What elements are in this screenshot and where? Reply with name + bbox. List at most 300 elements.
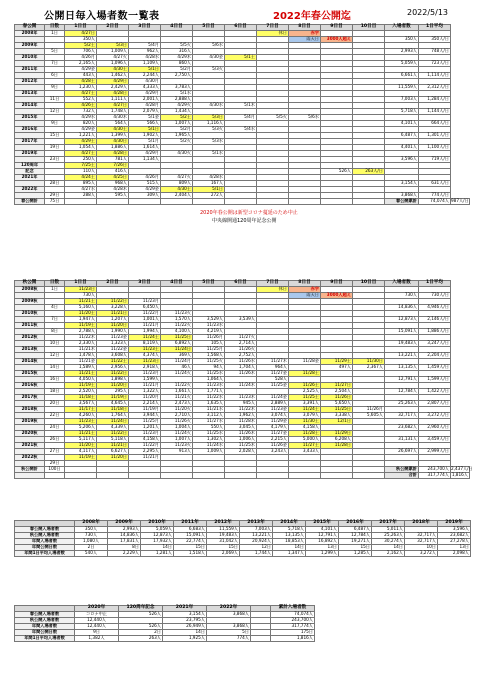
table-cell: 3,539人 [225,317,257,323]
table-cell: 27日 [45,449,65,455]
table-cell: 2,098人 [438,551,471,557]
table-cell: 11/22日 [97,299,129,305]
table-cell: 7,003人 [240,527,273,533]
table-cell: 5,650人 [321,401,353,407]
table-cell: 5/4水 [225,127,257,133]
table-cell: 5/1日 [193,187,225,193]
table-cell: 11/22水 [193,395,225,401]
table-cell: 3,868人 [207,612,251,618]
table-cell: 1,302人 [193,437,225,443]
table-cell: 443人 [65,73,97,79]
column-header: 1日目 [65,281,97,287]
table-row [15,636,315,642]
table-cell: 11/24水 [193,443,225,449]
table-cell: 2,889人 [257,401,289,407]
table-cell: 5/2月 [161,127,193,133]
column-header: 9日目 [321,281,353,287]
table-cell: 2,069人 [207,551,240,557]
table-cell: 5日 [207,630,251,636]
table-cell: 4,260人 [65,413,97,419]
table-cell: 15,091人 [385,329,419,335]
table-cell: 3,868人 [207,624,251,630]
table-cell: 732人 [65,109,97,115]
table-cell: 2,429人 [97,85,129,91]
column-header: 2019年 [438,521,471,527]
table-cell [321,199,353,205]
spring-table [14,24,470,205]
table-cell: 春公開計 [15,199,45,205]
table-cell: 243,700人 [419,467,451,473]
table-cell: 4,158人 [129,437,161,443]
table-cell: 1,771人 [193,389,225,395]
table-cell: 4,333人 [129,85,161,91]
table-cell: 5,160人 [65,305,97,311]
table-cell: 2015年 [15,115,45,121]
table-cell: 2,367人 [353,365,385,371]
table-cell: 11/25水 [193,371,225,377]
table-cell: 1,230人 [65,85,97,91]
table-cell: 317,774人 [271,624,315,630]
table-cell: 1,064人 [193,377,225,383]
table-cell: 11/24金 [257,395,289,401]
table-cell: 2,146人/日 [419,317,451,323]
table-cell: 2,079人 [129,109,161,115]
table-cell: 14日 [163,630,207,636]
table-cell: 2019年 [15,151,45,157]
column-header: 7日目 [257,25,289,31]
table-cell: 1,322人 [129,389,161,395]
table-cell: 15日 [339,545,372,551]
table-cell: 11/25土 [289,395,321,401]
table-cell [129,199,161,205]
table-cell [289,199,321,205]
table-cell: 2,229人 [108,551,141,557]
table-cell: 2,752人 [225,353,257,359]
table-cell: 748人/日 [419,49,451,55]
table-cell: 19日 [45,145,65,151]
table-cell: 14日 [273,545,306,551]
table-cell: 2,437人/日 [451,466,473,472]
table-cell: 1,399人 [97,133,129,139]
table-cell: 秋公開入場者数 [15,533,75,539]
table-cell: 987人/日 [451,198,469,204]
table-cell: 595人 [97,193,129,199]
table-cell: 11/22土 [97,359,129,365]
table-cell: 11/21月 [129,383,161,389]
table-cell: 1,462人 [97,73,129,79]
table-cell: 317,774人 [419,473,451,479]
table-cell: 1,281人 [141,551,174,557]
column-header: 10日目 [353,25,385,31]
table-cell: 28日 [45,181,65,187]
table-cell: 2010年 [15,55,45,61]
table-cell: 7,003人 [385,97,419,103]
table-cell: 20日 [45,401,65,407]
table-cell: 休日 [257,287,289,293]
table-cell: 2020秋 [15,431,45,437]
table-cell: 4日 [45,305,65,311]
table-cell: 2日 [75,545,108,551]
table-cell: 706人 [65,49,97,55]
table-cell: 2,956人 [97,365,129,371]
table-cell [353,473,385,479]
table-cell: 664人/日 [419,121,451,127]
table-cell: 8日 [45,329,65,335]
table-cell: 2022年 [15,187,45,193]
table-cell: 11/23土 [129,347,161,353]
table-cell: 12,784人 [385,389,419,395]
table-cell: 1,965人 [161,133,193,139]
table-cell [97,473,129,479]
table-cell: 1,816人 [451,472,468,478]
table-cell: 11/23月 [129,431,161,437]
table-cell: 4/30土 [97,127,129,133]
table-cell: 26,697人 [385,449,419,455]
table-cell: 6,450人 [129,305,161,311]
table-cell: 1,661人 [161,389,193,395]
table-cell: 3,868人 [385,193,419,199]
column-header: 1日目 [65,25,97,31]
table-cell: 1,009人 [193,449,225,455]
table-cell: 5,718人 [273,527,306,533]
table-cell: 11/29土 [321,359,353,365]
autumn-table [14,280,473,479]
table-cell: 11/28金 [289,359,321,365]
table-cell: 29日 [45,461,65,467]
table-cell: 550人 [193,425,225,431]
table-cell: 11/26木 [225,431,257,437]
table-cell: 3,944人 [129,413,161,419]
table-cell: 2,404人 [161,193,193,199]
table-cell: 1,009人 [97,49,129,55]
table-cell: 4/29木 [161,55,193,61]
table-cell: 年間公開日数 [15,630,75,636]
table-cell: 4/27日 [97,103,129,109]
table-cell: 4/28水 [129,55,161,61]
table-cell: 11/28日 [321,443,353,449]
table-cell: 32,717人 [405,533,438,539]
table-cell: 1日 [45,287,65,293]
table-cell: 11/25木 [225,443,257,449]
table-cell: 11/21土 [65,431,97,437]
table-cell: 5/1土 [225,55,257,61]
recent-table [14,605,315,642]
table-cell: 5/1日 [129,67,161,73]
table-cell: 2,525人 [289,389,321,395]
table-cell: 2,165人 [65,61,97,67]
table-cell: 2014年 [15,103,45,109]
table-cell: 5,605人 [353,413,385,419]
table-cell: 1,478人 [65,353,97,359]
table-cell: 3,074人 [257,413,289,419]
table-cell: 11/26月 [353,407,385,413]
table-cell: 263人/日 [353,169,385,175]
table-cell: 2,312人/日 [419,85,451,91]
table-cell: 23,682人 [438,533,471,539]
table-cell: 416人 [97,169,129,175]
table-cell: 11/20土 [65,311,97,317]
table-cell: 5,718人 [385,109,419,115]
table-cell: 1,925人 [163,636,207,642]
table-cell: 2,999人/日 [419,449,451,455]
table-cell: 9日 [45,85,65,91]
table-cell: 11/24月 [161,359,193,365]
table-cell: 14日 [372,545,405,551]
table-cell: 2012秋 [15,335,45,341]
table-cell: 11/27金 [257,431,289,437]
table-cell: 11/24日 [161,347,193,353]
table-cell: 秋公開累計 [385,467,419,473]
table-cell: 1,764人 [97,413,129,419]
table-cell: 11/20日 [97,455,129,461]
table-cell: 552人 [65,97,97,103]
column-header: 3日目 [129,281,161,287]
table-cell: 730人 [65,293,97,299]
table-cell: 22,774人 [174,539,207,545]
table-cell: 秋公開入場者数 [15,618,75,624]
table-cell: 11/23水 [193,383,225,389]
table-cell: 11/26木 [225,371,257,377]
table-cell: 10日 [45,341,65,347]
table-cell: 11/19土 [65,383,97,389]
table-cell: 723人/日 [419,61,451,67]
table-cell: 895人 [65,181,97,187]
table-cell: 11/25月 [129,419,161,425]
table-cell: 11/26土 [289,383,321,389]
table-cell: 6,487人 [339,527,372,533]
table-cell: 1,096人 [97,61,129,67]
table-cell: 11/23火 [161,311,193,317]
table-cell: 4,339人 [97,425,129,431]
table-cell: 1,704人 [225,365,257,371]
table-cell: 730人/日 [419,293,451,299]
table-cell: 1,635人 [193,401,225,407]
table-cell: 11/26日 [321,395,353,401]
table-cell: 雨天日 [289,293,321,299]
table-cell: 26日 [45,437,65,443]
column-header: 2012年 [207,521,240,527]
table-cell: 11/22木 [65,335,97,341]
table-cell: 2009年 [15,43,45,49]
table-cell: 11/25水 [193,431,225,437]
table-cell: 11/19月 [129,407,161,413]
table-cell: 120周年 [15,163,45,169]
column-header: 2日目 [97,25,129,31]
table-cell: 295人 [97,389,129,395]
table-cell: 1,902人 [129,133,161,139]
table-cell [97,199,129,205]
table-cell: 5/1水 [161,91,193,97]
table-cell: 12,791人 [385,377,419,383]
table-cell: 14日 [45,365,65,371]
table-cell: 11/23金 [97,335,129,341]
table-cell [161,199,193,205]
column-header: 6日目 [225,281,257,287]
table-cell: 730人 [75,533,108,539]
table-cell: 12,440人 [75,624,119,630]
column-header: 10日目 [353,281,385,287]
table-cell: 11/25月 [193,347,225,353]
table-cell: 5/1木 [225,103,257,109]
table-cell: 25,263人 [372,533,405,539]
table-cell: 11/26火 [161,419,193,425]
table-cell: 5/6水 [193,43,225,49]
table-cell: 4/28水 [193,175,225,181]
table-cell: 1,962人 [225,413,257,419]
column-header: 日数 [45,281,65,287]
table-cell: 2,162人 [372,551,405,557]
table-cell: 5,011人 [372,527,405,533]
table-cell [45,473,65,479]
table-cell: 16日 [45,377,65,383]
table-cell: 4/24土 [65,175,97,181]
table-cell: 2,807人/日 [419,401,451,407]
table-cell: 秋公開計 [15,467,45,473]
table-cell: 1,116人 [193,121,225,127]
table-cell: 4/27火 [161,175,193,181]
table-cell: 3,247人/日 [419,341,451,347]
table-cell: 30,274人 [372,539,405,545]
table-cell: 18日 [45,389,65,395]
table-cell: 年間入場者数 [15,539,75,545]
table-cell [289,473,321,479]
table-cell: 2017年 [15,139,45,145]
table-cell: 11/22木 [225,407,257,413]
table-row [15,473,470,479]
table-cell: 11/28土 [289,371,321,377]
table-cell: 2010秋 [15,311,45,317]
table-cell: 2,710人 [161,413,193,419]
table-cell: 4,219人 [193,329,225,335]
table-cell: 4/27火 [97,55,129,61]
table-cell: 年間入場者数 [15,624,75,630]
table-cell: 4/29月 [129,151,161,157]
table-cell: 2,244人 [129,73,161,79]
table-cell: 11/23日 [129,359,161,365]
table-cell: 4/28日 [97,151,129,157]
table-cell: 11日 [45,97,65,103]
table-cell: 2,214人 [129,401,161,407]
table-cell: 11/22日 [97,371,129,377]
table-cell: 11/25金 [257,383,289,389]
table-cell: 11/27水 [193,419,225,425]
table-cell: 4/26土 [65,103,97,109]
table-cell: 4/30水 [193,103,225,109]
table-cell: 7日 [45,61,65,67]
table-cell: 5日 [45,49,65,55]
table-cell: 9日 [45,121,65,127]
table-cell [161,473,193,479]
column-header: 5日目 [193,25,225,31]
table-cell: 1,568人 [193,353,225,359]
table-cell: 5/3日 [97,43,129,49]
column-header: 春公開 [15,25,45,31]
table-cell: 6,208人 [321,437,353,443]
table-cell: 4/25日 [97,175,129,181]
table-cell: 719人/日 [419,157,451,163]
table-cell: 年間1日平均入場者数 [15,636,75,642]
table-cell: 13日 [438,545,471,551]
column-header: 2日目 [97,281,129,287]
column-header: 1日平均 [419,25,451,31]
table-cell: 11/20日 [97,323,129,329]
table-cell: 12,440人 [75,618,119,624]
table-cell: 2011年 [15,67,45,73]
table-cell: 1,614人 [129,145,161,151]
table-cell: 11/19土 [65,323,97,329]
column-header: 入場者数 [385,25,419,31]
table-cell: 2,215人 [257,437,289,443]
table-cell: 1,007人 [161,121,193,127]
table-cell: 19,483人 [385,341,419,347]
table-cell: 11/17土 [65,407,97,413]
table-cell: 2011秋 [15,323,45,329]
table-cell: 11/22月 [129,311,161,317]
table-cell: 1,599人/日 [419,377,451,383]
table-cell: 5/5火 [257,115,289,121]
table-cell: 350人 [65,37,97,43]
table-cell: 14,836人 [385,305,419,311]
table-cell: 74,074人 [419,199,451,205]
table-cell: 5/5火 [161,43,193,49]
table-cell: 4/30土 [161,187,193,193]
table-cell: 526人 [321,169,353,175]
table-cell: 22日 [45,413,65,419]
table-cell: 4/30日 [97,139,129,145]
table-cell: 1,004人 [161,425,193,431]
header [0,0,482,22]
table-cell: 272人 [193,193,225,199]
table-cell: 781人 [97,157,129,163]
table-cell: 2008年 [15,31,45,37]
table-cell: 3,608人 [97,353,129,359]
table-cell: 1,816人 [271,636,315,642]
table-cell: 11/26火 [225,347,257,353]
table-cell: 809人 [161,181,193,187]
table-cell: 1,744人 [240,551,273,557]
table-cell: 11/30日 [353,359,385,365]
table-cell: 5/4月 [129,43,161,49]
table-cell: 1,001人 [129,317,161,323]
table-cell [225,473,257,479]
table-cell: 1,284人/日 [419,97,451,103]
table-cell: 7/26日 [97,163,129,169]
table-cell: 74,074人 [271,612,315,618]
table-cell: 3,338人 [321,413,353,419]
column-header: 8日目 [289,281,321,287]
table-cell: 19,483人 [207,533,240,539]
table-cell: 4/29月 [129,91,161,97]
column-header: 2011年 [174,521,207,527]
table-cell: 12日 [45,353,65,359]
table-cell: 17,831人 [108,539,141,545]
page-subtitle: 2022年春公開迄 [273,11,351,22]
page-date: 2022/5/13 [407,8,449,17]
table-cell: 2,993人 [385,49,419,55]
column-header: 8日目 [289,25,321,31]
table-cell [15,473,45,479]
table-cell: 4/30木 [97,115,129,121]
table-cell: 2,714人 [225,341,257,347]
table-cell: 526人 [119,612,163,618]
table-cell: 7/25土 [65,163,97,169]
table-cell [193,199,225,205]
table-cell: 3,243人 [257,449,289,455]
table-cell: 11/28木 [225,419,257,425]
table-cell: 31,042人 [207,539,240,545]
table-cell [193,473,225,479]
table-cell: 2012年 [15,79,45,85]
